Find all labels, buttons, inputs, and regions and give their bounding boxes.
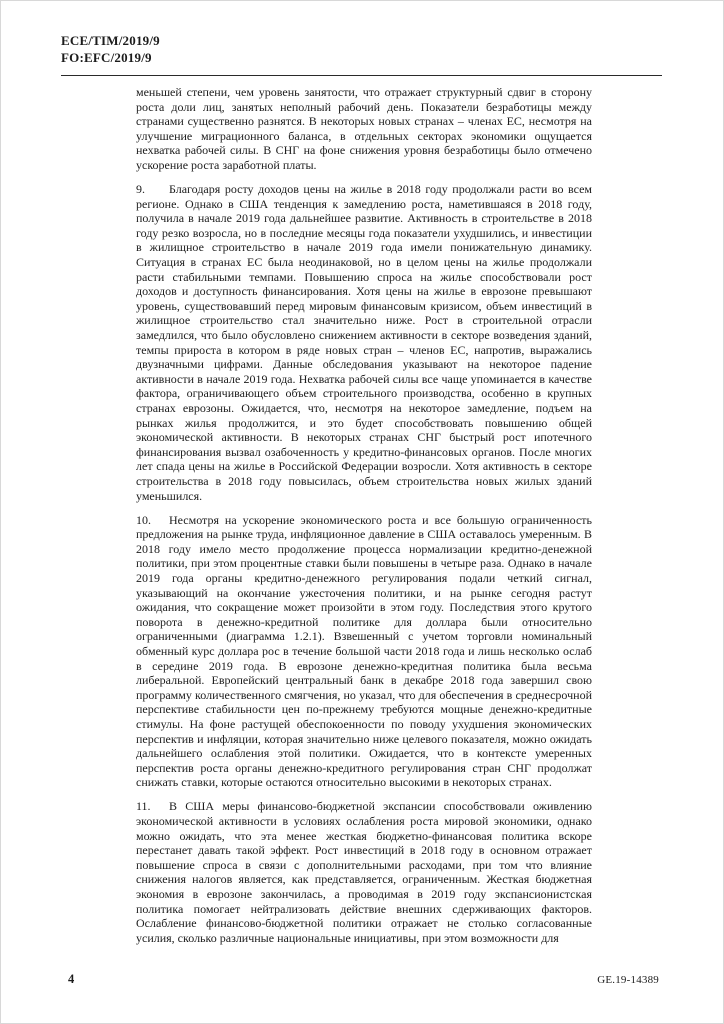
- page-number: 4: [68, 972, 75, 986]
- doc-symbol-line1: ECE/TIM/2019/9: [61, 33, 160, 48]
- paragraph-number: 10.: [136, 512, 151, 527]
- paragraph-number: 9.: [136, 182, 145, 197]
- paragraph-text: В США меры финансово-бюджетной экспансии способствовали оживлению экономической активности в условиях ослабления роста мировой экономики, однако можно ожидать, что эта менее жесткая бюджетно-финансовая политика вскоре перестанет давать такой эффект. Рост инвестиций в 2018 году в основном отражает повышение спроса в связи с дополнительными расходами, при том что влияние снижения налогов является, как представляется, ограниченным. Жесткая бюджетная экономия в еврозоне закончилась, а проводимая в 2019 году экспансионистская политика помогает нейтрализовать действие внешних сдерживающих факторов. Ослабление финансово-бюджетной политики отражает не столько согласованные усилия, сколько различные национальные инициативы, при этом возможности для: [136, 799, 592, 945]
- paragraph-text: меньшей степени, чем уровень занятости, что отражает структурный сдвиг в сторону роста доли лиц, занятых неполный рабочий день. Показатели безработицы между странами существенно разнятся. В некоторых новых странах – членах ЕС, несмотря на улучшение миграционного баланса, в отдельных секторах экономики ощущается нехватка рабочей силы. В СНГ на фоне снижения уровня безработицы было отмечено ускорение роста заработной платы.: [136, 85, 592, 172]
- document-header: [61, 32, 160, 66]
- doc-code: GE.19-14389: [597, 974, 659, 986]
- paragraph-text: Благодаря росту доходов цены на жилье в 2018 году продолжали расти во всем регионе. Однако в США тенденция к замедлению роста, наметившаяся в 2018 году, получила в начале 2019 года дальнейшее развитие. Активность в строительстве в 2018 году резко возросла, но в последние месяцы года показатели ухудшились, и инвестиции в жилищное строительство в начале 2019 года имели понижательную динамику. Ситуация в странах ЕС была неодинаковой, но в целом цены на жилье продолжали расти стабильными темпами. Повышению спроса на жилье способствовали рост доходов и доступность финансирования. Хотя цены на жилье в еврозоне превышают уровень, существовавший перед мировым финансовым кризисом, объем инвестиций в жилищное строительство стал значительно ниже. Рост в строительной отрасли замедлился, что было обусловлено снижением активности в секторе возведения зданий, темпы прироста в котором в ряде новых стран – членов ЕС, напротив, выражались двузначными цифрами. Данные обследования указывают на некоторое падение активности в начале 2019 года. Нехватка рабочей силы все чаще упоминается в качестве фактора, ограничивающего объем строительного производства, особенно в крупных странах еврозоны. Ожидается, что, несмотря на некоторое замедление, подъем на рынках жилья продолжится, и это будет способствовать повышению общей экономической активности. В некоторых странах СНГ быстрый рост ипотечного финансирования вызвал озабоченность у кредитно-финансовых органов. После многих лет спада цены на жилье в Российской Федерации возросли. Хотя активность в секторе строительства в 2018 году повысилась, объем строительства новых жилых зданий уменьшился.: [136, 182, 592, 503]
- header-divider-rule: [61, 75, 662, 76]
- doc-symbol-line2: FO:EFC/2019/9: [61, 50, 152, 65]
- document-body: [136, 85, 592, 955]
- paragraph-9: [136, 182, 592, 503]
- paragraph-number: 11.: [136, 799, 151, 814]
- paragraph-11: [136, 799, 592, 945]
- paragraph-10: [136, 513, 592, 790]
- paragraph-text: Несмотря на ускорение экономического роста и все большую ограниченность предложения на рынке труда, инфляционное давление в США оставалось умеренным. В 2018 году имело место продолжение процесса нормализации кредитно-денежной политики, при этом процентные ставки были повышены в четыре раза. Однако в начале 2019 года органы кредитно-денежного регулирования подали четкий сигнал, указывающий на окончание ужесточения политики, и на рынке сегодня растут ожидания, что сокращение может произойти в этом году. Последствия этого крутого поворота в денежно-кредитной политике для доллара были относительно ограниченными (диаграмма 1.2.1). Взвешенный с учетом торговли номинальный обменный курс доллара рос в течение большой части 2018 года и лишь несколько ослаб в середине 2019 года. В еврозоне денежно-кредитная политика была весьма либеральной. Европейский центральный банк в декабре 2018 года завершил свою программу количественного смягчения, но указал, что для обеспечения в среднесрочной перспективе стабильности цен по-прежнему требуются мощные денежно-кредитные стимулы. На фоне растущей обеспокоенности по поводу ухудшения экономических перспектив и инфляции, которая значительно ниже целевого показателя, можно ожидать дальнейшего ослабления этой политики. Ожидается, что в контексте умеренных перспектив роста органы денежно-кредитного регулирования стран СНГ продолжат снижать ставки, которые остаются относительно высокими в некоторых странах.: [136, 512, 592, 790]
- paragraph-continuation: [136, 85, 592, 173]
- document-footer: [61, 972, 663, 987]
